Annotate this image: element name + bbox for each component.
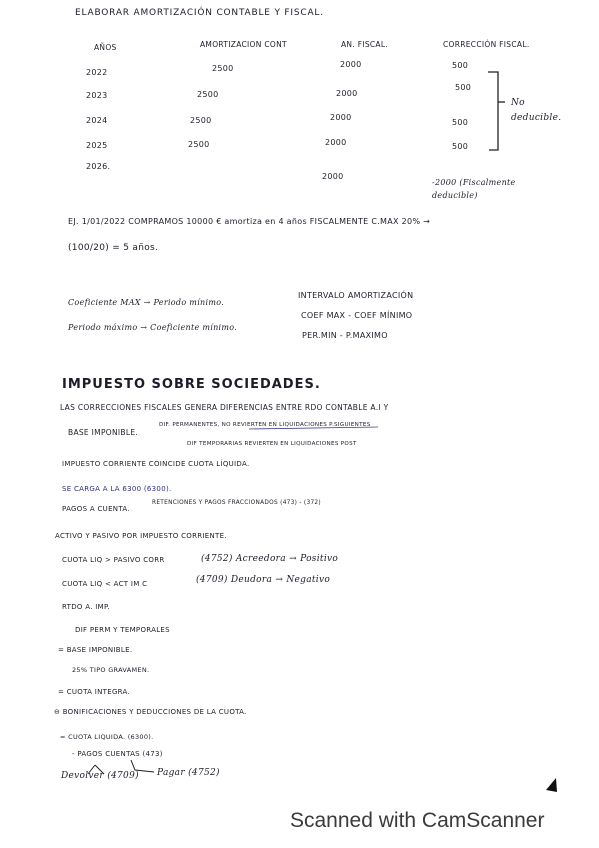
row-year: 2026. [86,162,111,171]
header-amort-cont: AMORTIZACION CONT [200,40,287,49]
section-line: PAGOS A CUENTA. [62,505,130,513]
section-line: (4709) Deudora → Negativo [196,575,331,585]
page-title: ELABORAR AMORTIZACIÓN CONTABLE Y FISCAL. [75,8,324,18]
section-line: (4752) Acreedora → Positivo [201,554,339,564]
row-cont: 2500 [212,64,234,73]
section-line: DIF PERM Y TEMPORALES [75,626,170,634]
section-line: ACTIVO Y PASIVO POR IMPUESTO CORRIENTE. [55,532,227,540]
coef-left-2: Periodo máximo → Coeficiente mínimo. [68,323,238,332]
row-year: 2023 [86,91,108,100]
header-years: AÑOS [94,43,117,52]
example-line-2: (100/20) = 5 años. [68,243,159,253]
row-year: 2022 [86,68,108,77]
section-line: RTDO A. IMP. [62,603,110,611]
row-cont: 2500 [197,90,219,99]
row-corr: 500 [452,61,469,70]
section-line: 25% TIPO GRAVAMEN. [72,666,150,674]
coef-left-1: Coeficiente MAX → Periodo mínimo. [68,298,225,307]
no-deducible-note: No deducible. [511,98,562,123]
final-correction: -2000 (Fiscalmente deducible) [432,178,516,200]
example-line-1: EJ. 1/01/2022 COMPRAMOS 10000 € amortiza en 4 años FISCALMENTE C.MAX 20% → [68,217,431,226]
section-line: CUOTA LIQ < ACT IM C [62,580,148,588]
coef-right-2: COEF MAX - COEF MÍNIMO [301,311,413,320]
coef-right-3: PER.MIN - P.MAXIMO [302,331,388,340]
row-fiscal: 2000 [340,60,362,69]
row-fiscal: 2000 [336,89,358,98]
section-line: Devolver (4709) [61,771,139,781]
section-line: RETENCIONES Y PAGOS FRACCIONADOS (473) - (372) [152,500,321,506]
section-line: - PAGOS CUENTAS (473) [72,750,163,758]
scanner-watermark: Scanned with CamScanner [290,809,545,832]
section-line: SE CARGA A LA 6300 (6300). [62,485,172,493]
section-line: IMPUESTO CORRIENTE COINCIDE CUOTA LÍQUIDA. [62,460,250,468]
row-corr: 500 [452,142,469,151]
row-corr: 500 [455,83,472,92]
row-cont: 2500 [188,140,210,149]
section-line: Pagar (4752) [157,768,220,778]
section-line: = CUOTA INTEGRA. [58,688,131,696]
row-year: 2024 [86,116,108,125]
section-heading: IMPUESTO SOBRE SOCIEDADES. [62,377,321,392]
row-fiscal: 2000 [325,138,347,147]
row-corr: 500 [452,118,469,127]
coef-right-1: INTERVALO AMORTIZACIÓN [298,291,414,300]
section-line: DIF. PERMANENTES, NO REVIERTEN EN LIQUIDACIONES P.SIGUIENTES [159,422,371,428]
section-line: = CUOTA LIQUIDA. (6300). [60,733,154,741]
section-line: LAS CORRECCIONES FISCALES GENERA DIFERENCIAS ENTRE RDO CONTABLE A.I Y [60,403,389,412]
section-line: CUOTA LIQ > PASIVO CORR [62,556,165,564]
section-line: DIF TEMPORARIAS REVIERTEN EN LIQUIDACIONES POST [187,441,357,447]
section-line: = BASE IMPONIBLE. [58,646,133,654]
row-year: 2025 [86,141,108,150]
section-line: BASE IMPONIBLE. [68,428,139,437]
row-cont: 2500 [190,116,212,125]
row-fiscal: 2000 [322,172,344,181]
header-correccion: CORRECCIÓN FISCAL. [443,40,530,49]
section-line: ⊖ BONIFICACIONES Y DEDUCCIONES DE LA CUOTA. [54,708,247,716]
row-fiscal: 2000 [330,113,352,122]
header-amort-fiscal: AN. FISCAL. [341,40,389,49]
